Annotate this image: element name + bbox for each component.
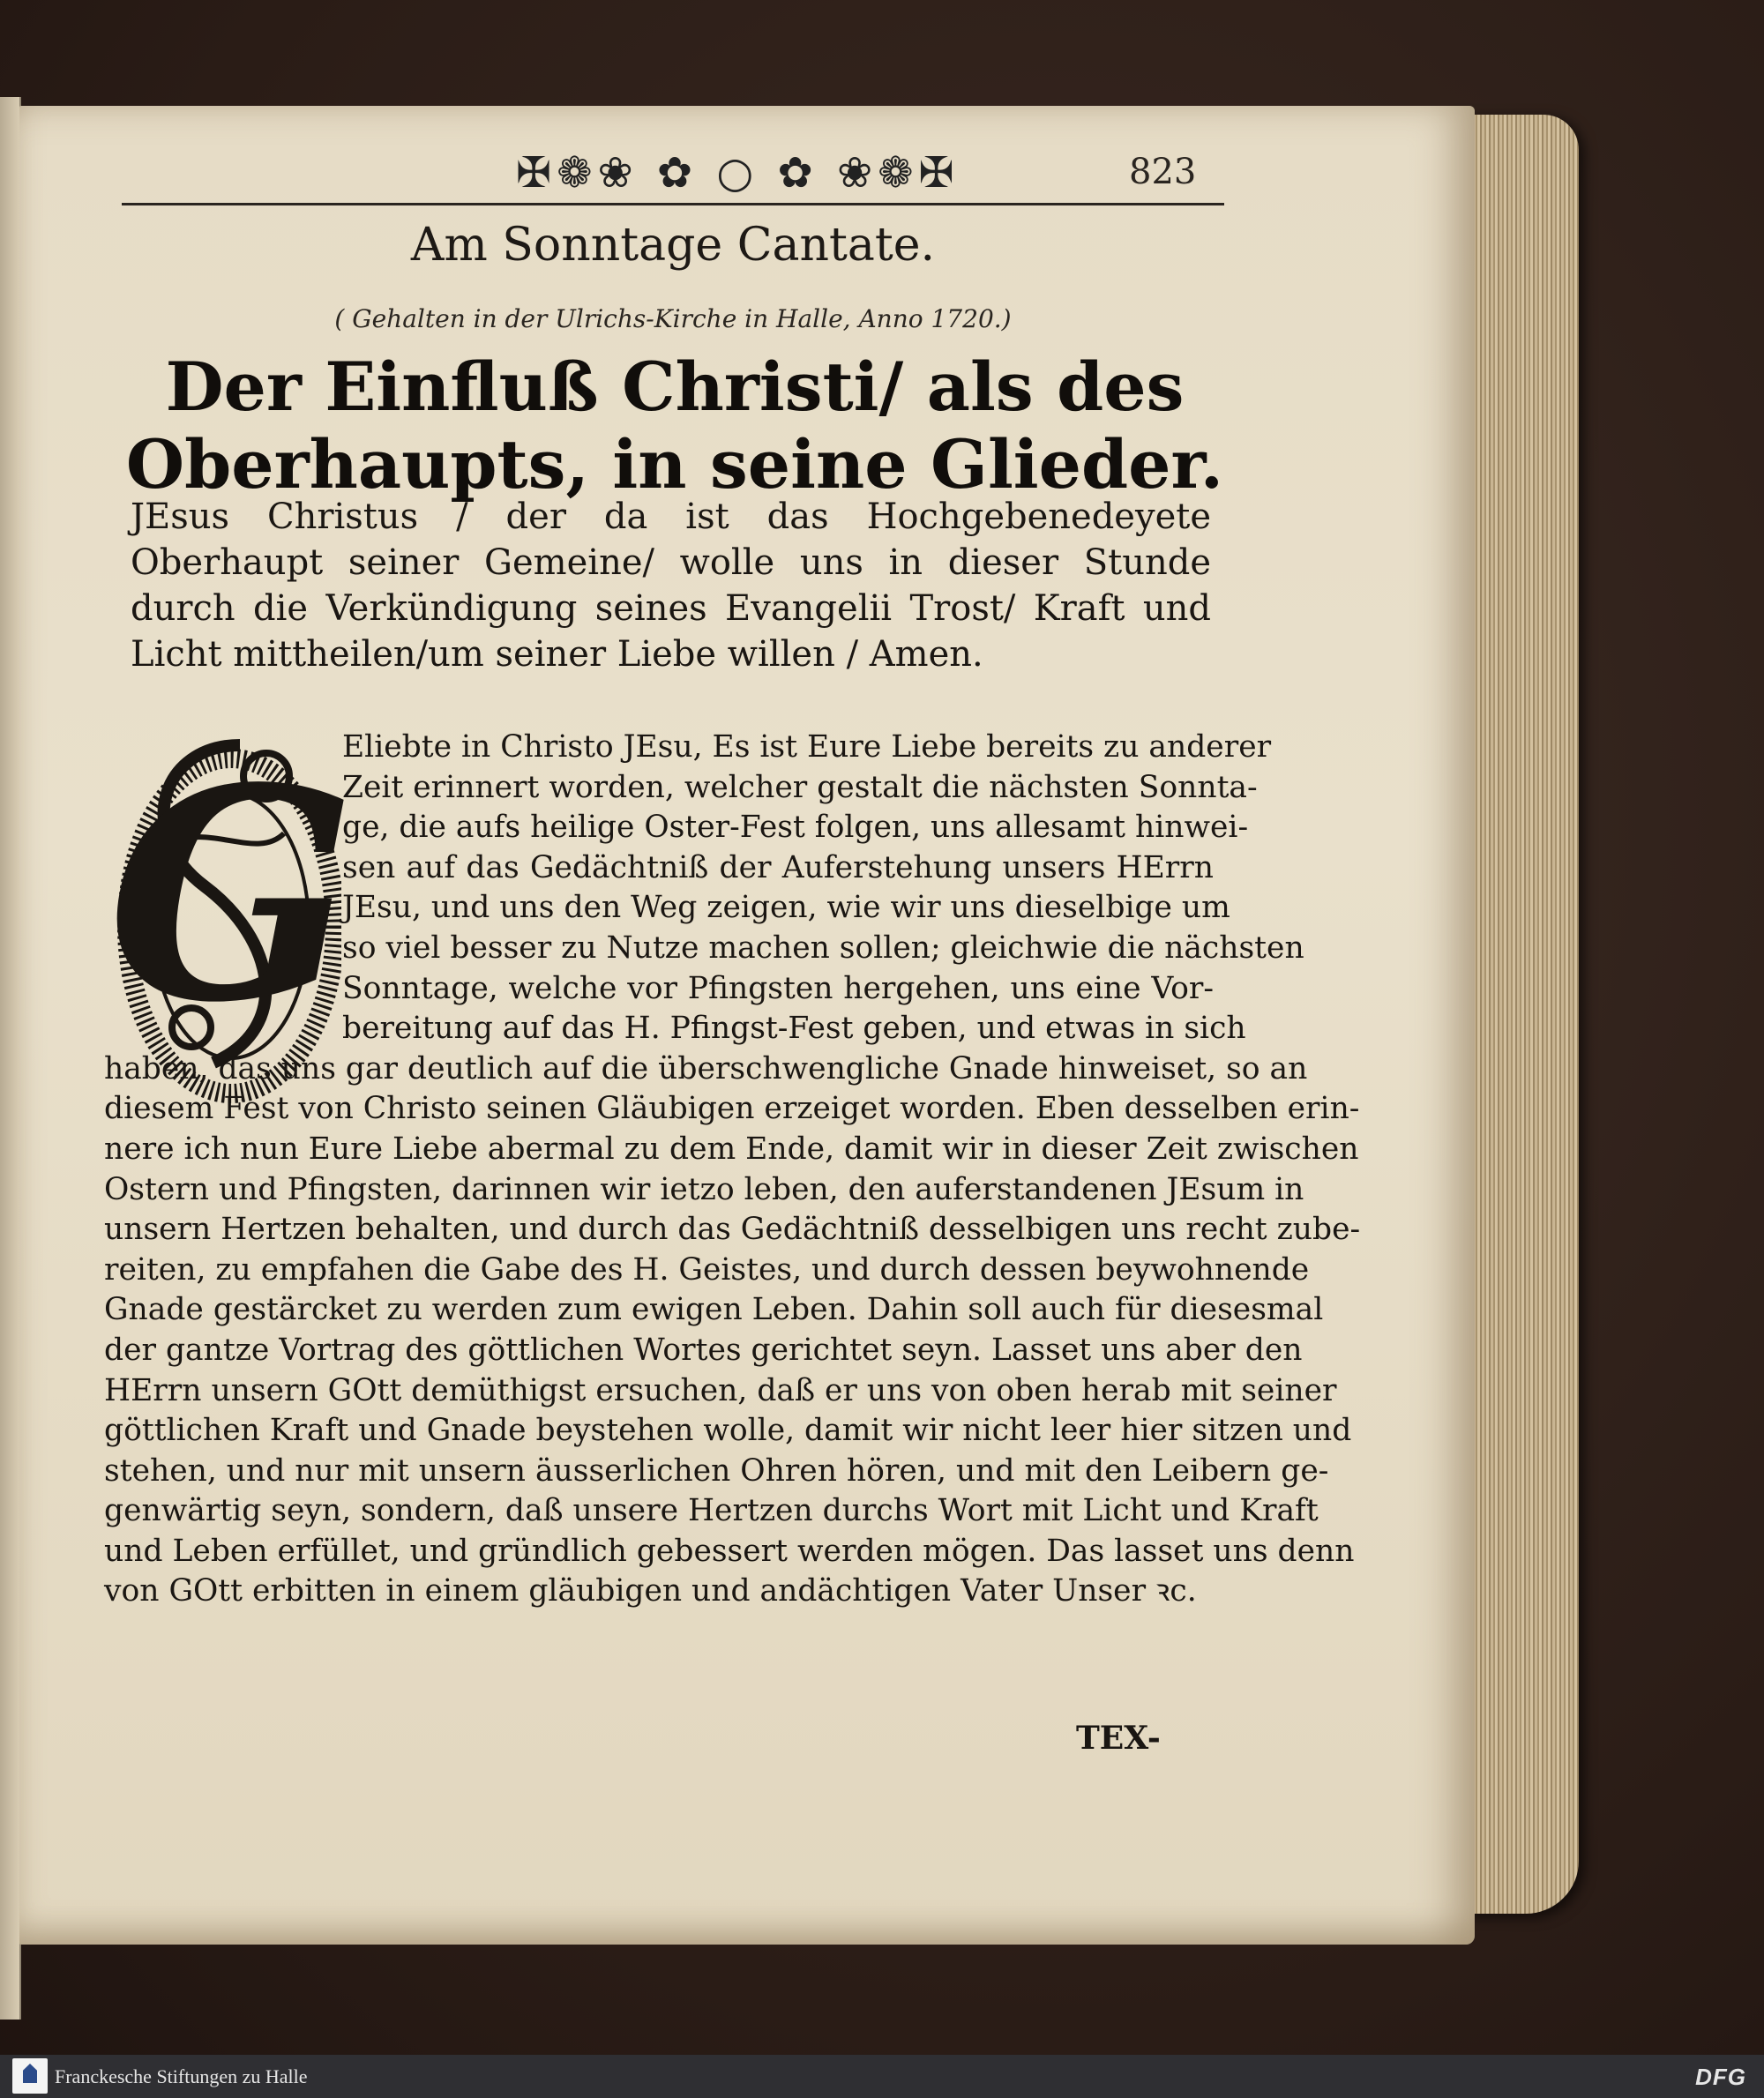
header-ornament: ✠❁❀ ✿ ○ ✿ ❀❁✠ [516, 148, 960, 198]
body-line: der gantze Vortrag des göttlichen Wortes gerichtet seyn. Lasset uns aber den [104, 1332, 1303, 1368]
left-page-edge [0, 97, 21, 2020]
drop-cap-letter: G [108, 724, 356, 1066]
viewer-footer [0, 2055, 1764, 2098]
body-line: haben, das uns gar deutlich auf die überschwengliche Gnade hinweiset, so an [104, 1050, 1308, 1086]
body-line: Ostern und Pfingsten, darinnen wir ietzo leben, den auferstandenen JEsum in [104, 1171, 1304, 1207]
header-rule [122, 203, 1224, 205]
building-icon [23, 2064, 37, 2083]
body-line: von GOtt erbitten in einem gläubigen und andächtigen Vater Unser ꝛc. [104, 1573, 1197, 1609]
sermon-heading: Am Sonntage Cantate. [410, 219, 936, 272]
sermon-body [104, 724, 1361, 1612]
sermon-subheading: ( Gehalten in der Ulrichs-Kirche in Halle, Anno 1720.) [334, 304, 1012, 333]
page-number: 823 [1129, 152, 1197, 192]
body-line: und Leben erfüllet, und gründlich gebessert werden mögen. Das lasset uns denn [104, 1533, 1355, 1569]
body-line: göttlichen Kraft und Gnade beystehen wolle, damit wir nicht leer hier sitzen und [104, 1413, 1352, 1449]
body-line: Gnade gestärcket zu werden zum ewigen Leben. Dahin soll auch für diesesmal [104, 1292, 1324, 1328]
body-line: JEsu, und uns den Weg zeigen, wie wir uns dieselbige um [342, 890, 1230, 926]
body-line: bereitung auf das H. Pfingst-Fest geben, und etwas in sich [342, 1011, 1246, 1047]
body-line: Sonntage, welche vor Pfingsten hergehen, uns eine Vor- [342, 970, 1214, 1006]
body-line: genwärtig seyn, sondern, daß unsere Hertzen durchs Wort mit Licht und Kraft [104, 1493, 1319, 1529]
institution-link[interactable]: Franckesche Stiftungen zu Halle [55, 2065, 308, 2087]
sermon-title: Der Einfluß Christi/ als des Oberhaupts, in seine Glieder. [125, 347, 1224, 504]
body-line: diesem Fest von Christo seinen Gläubigen erzeiget worden. Eben desselben erin- [104, 1091, 1360, 1127]
body-line: sen auf das Gedächtniß der Auferstehung unsers HErrn [342, 849, 1214, 885]
opening-prayer: JEsus Christus / der da ist das Hochgebenedeyete Oberhaupt seiner Gemeine/ wolle uns in dieser Stunde durch die Verkündigung seines Evangelii Trost/ Kraft und Licht mittheilen/um seiner Liebe willen / Amen. [131, 497, 1211, 675]
body-line: unsern Hertzen behalten, und durch das Gedächtniß desselbigen uns recht zube- [104, 1212, 1361, 1248]
body-line: nere ich nun Eure Liebe abermal zu dem Ende, damit wir in dieser Zeit zwischen [104, 1131, 1359, 1167]
body-line: HErrn unsern GOtt demüthigst ersuchen, daß er uns von oben herab mit seiner [104, 1372, 1337, 1408]
body-line: stehen, und nur mit unsern äusserlichen Ohren hören, und mit den Leibern ge- [104, 1452, 1329, 1489]
catchword: TEX- [1076, 1720, 1161, 1757]
body-line: Eliebte in Christo JEsu, Es ist Eure Liebe bereits zu anderer [342, 729, 1272, 765]
body-line: so viel besser zu Nutze machen sollen; gleichwie die nächsten [342, 930, 1304, 966]
body-line: Zeit erinnert worden, welcher gestalt die nächsten Sonnta- [342, 769, 1258, 805]
body-line: reiten, zu empfahen die Gabe des H. Geistes, und durch dessen beywohnende [104, 1251, 1310, 1288]
body-line: ge, die aufs heilige Oster-Fest folgen, uns allesamt hinwei- [342, 810, 1249, 846]
dfg-logo[interactable]: DFG [1695, 2064, 1746, 2090]
institution-logo[interactable] [12, 2058, 48, 2094]
